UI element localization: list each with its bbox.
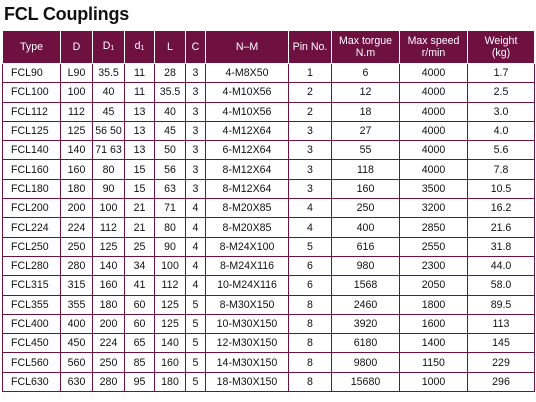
table-row	[3, 295, 535, 314]
cell-c: 5	[186, 353, 206, 372]
cell-c: 4	[186, 218, 206, 237]
cell-max-torque: 27	[332, 121, 400, 140]
header-small-d1: $d_1$	[125, 31, 155, 64]
cell-weight: 5.6	[468, 141, 535, 160]
page-title: FCL Couplings	[4, 4, 130, 24]
cell-weight: 3.0	[468, 102, 535, 121]
table-row	[3, 83, 535, 102]
cell-small-d1: 11	[125, 83, 155, 102]
cell-small-d1: 13	[125, 102, 155, 121]
table-row	[3, 353, 535, 372]
cell-max-speed: 4000	[400, 160, 468, 179]
cell-pin-no: 3	[289, 160, 332, 179]
cell-small-d1: 15	[125, 160, 155, 179]
cell-small-d1: 25	[125, 237, 155, 256]
cell-n-m: 4-M8X50	[206, 64, 289, 83]
cell-max-torque: 616	[332, 237, 400, 256]
header-max-speed: Max speed r/min	[400, 31, 468, 64]
cell-l: 140	[155, 334, 186, 353]
cell-max-speed: 4000	[400, 141, 468, 160]
cell-max-speed: 4000	[400, 102, 468, 121]
cell-c: 5	[186, 314, 206, 333]
cell-weight: 229	[468, 353, 535, 372]
header-weight: Weight (kg)	[468, 31, 535, 64]
cell-weight: 44.0	[468, 256, 535, 275]
cell-c: 3	[186, 102, 206, 121]
cell-max-speed: 3200	[400, 199, 468, 218]
cell-d: 160	[61, 160, 93, 179]
cell-pin-no: 8	[289, 353, 332, 372]
cell-small-d1: 11	[125, 64, 155, 83]
cell-c: 3	[186, 160, 206, 179]
cell-small-d1: 21	[125, 218, 155, 237]
cell-small-d1: 60	[125, 295, 155, 314]
header-row	[3, 31, 535, 64]
cell-n-m: 4-M12X64	[206, 121, 289, 140]
cell-pin-no: 8	[289, 295, 332, 314]
cell-weight: 1.7	[468, 64, 535, 83]
table-row	[3, 372, 535, 391]
cell-l: 180	[155, 372, 186, 391]
cell-max-torque: 18	[332, 102, 400, 121]
cell-weight: 145	[468, 334, 535, 353]
cell-d: 280	[61, 256, 93, 275]
cell-type: FCL630	[3, 372, 61, 391]
table-row	[3, 218, 535, 237]
cell-d1: 250	[93, 353, 125, 372]
cell-d: 140	[61, 141, 93, 160]
cell-d1: 71 63	[93, 141, 125, 160]
cell-max-torque: 6	[332, 64, 400, 83]
table-row	[3, 121, 535, 140]
cell-max-speed: 2300	[400, 256, 468, 275]
cell-max-torque: 55	[332, 141, 400, 160]
table-row	[3, 160, 535, 179]
cell-d: 400	[61, 314, 93, 333]
cell-weight: 4.0	[468, 121, 535, 140]
cell-pin-no: 6	[289, 276, 332, 295]
cell-d: L90	[61, 64, 93, 83]
cell-c: 3	[186, 179, 206, 198]
cell-c: 3	[186, 83, 206, 102]
cell-weight: 89.5	[468, 295, 535, 314]
cell-small-d1: 34	[125, 256, 155, 275]
cell-d1: 90	[93, 179, 125, 198]
cell-type: FCL140	[3, 141, 61, 160]
cell-small-d1: 85	[125, 353, 155, 372]
cell-max-speed: 4000	[400, 121, 468, 140]
cell-type: FCL112	[3, 102, 61, 121]
cell-l: 40	[155, 102, 186, 121]
cell-c: 3	[186, 64, 206, 83]
table-row	[3, 276, 535, 295]
cell-pin-no: 8	[289, 334, 332, 353]
cell-max-torque: 118	[332, 160, 400, 179]
cell-pin-no: 6	[289, 256, 332, 275]
table-row	[3, 179, 535, 198]
cell-type: FCL280	[3, 256, 61, 275]
header-d1: $D_1$	[93, 31, 125, 64]
cell-d1: 125	[93, 237, 125, 256]
header-c: C	[186, 31, 206, 64]
table-row	[3, 141, 535, 160]
cell-type: FCL315	[3, 276, 61, 295]
cell-type: FCL125	[3, 121, 61, 140]
cell-d: 224	[61, 218, 93, 237]
cell-type: FCL160	[3, 160, 61, 179]
header-n-m: N–M	[206, 31, 289, 64]
cell-l: 125	[155, 314, 186, 333]
cell-n-m: 6-M12X64	[206, 141, 289, 160]
cell-d1: 140	[93, 256, 125, 275]
cell-d1: 45	[93, 102, 125, 121]
cell-d1: 280	[93, 372, 125, 391]
header-max-torque: Max torgue N.m	[332, 31, 400, 64]
cell-d: 315	[61, 276, 93, 295]
cell-weight: 113	[468, 314, 535, 333]
header-l: L	[155, 31, 186, 64]
cell-n-m: 10-M24X116	[206, 276, 289, 295]
cell-type: FCL224	[3, 218, 61, 237]
cell-weight: 16.2	[468, 199, 535, 218]
cell-pin-no: 4	[289, 199, 332, 218]
cell-max-speed: 4000	[400, 64, 468, 83]
couplings-table	[2, 30, 535, 392]
cell-d: 100	[61, 83, 93, 102]
cell-c: 3	[186, 141, 206, 160]
table-row	[3, 256, 535, 275]
cell-weight: 10.5	[468, 179, 535, 198]
cell-n-m: 8-M12X64	[206, 179, 289, 198]
cell-max-torque: 1568	[332, 276, 400, 295]
cell-pin-no: 3	[289, 121, 332, 140]
cell-small-d1: 15	[125, 179, 155, 198]
header-pin-no: Pin No.	[289, 31, 332, 64]
cell-max-speed: 1150	[400, 353, 468, 372]
cell-small-d1: 21	[125, 199, 155, 218]
cell-n-m: 14-M30X150	[206, 353, 289, 372]
cell-max-torque: 980	[332, 256, 400, 275]
cell-n-m: 12-M30X150	[206, 334, 289, 353]
cell-c: 4	[186, 237, 206, 256]
cell-weight: 31.8	[468, 237, 535, 256]
couplings-table-container	[2, 30, 534, 392]
cell-d1: 200	[93, 314, 125, 333]
header-type: Type	[3, 31, 61, 64]
cell-pin-no: 8	[289, 372, 332, 391]
cell-max-torque: 400	[332, 218, 400, 237]
cell-pin-no: 1	[289, 64, 332, 83]
cell-max-torque: 160	[332, 179, 400, 198]
cell-l: 63	[155, 179, 186, 198]
cell-l: 50	[155, 141, 186, 160]
cell-n-m: 8-M24X116	[206, 256, 289, 275]
cell-c: 4	[186, 276, 206, 295]
cell-d: 180	[61, 179, 93, 198]
cell-max-speed: 1600	[400, 314, 468, 333]
cell-pin-no: 8	[289, 314, 332, 333]
cell-max-torque: 12	[332, 83, 400, 102]
table-row	[3, 314, 535, 333]
cell-c: 4	[186, 199, 206, 218]
table-row	[3, 102, 535, 121]
table-body	[3, 64, 535, 392]
cell-c: 3	[186, 121, 206, 140]
cell-type: FCL450	[3, 334, 61, 353]
cell-d1: 112	[93, 218, 125, 237]
cell-max-torque: 15680	[332, 372, 400, 391]
cell-max-speed: 2050	[400, 276, 468, 295]
cell-d1: 56 50	[93, 121, 125, 140]
cell-d: 355	[61, 295, 93, 314]
cell-c: 5	[186, 334, 206, 353]
cell-n-m: 18-M30X150	[206, 372, 289, 391]
cell-d: 630	[61, 372, 93, 391]
cell-weight: 296	[468, 372, 535, 391]
cell-d1: 180	[93, 295, 125, 314]
cell-max-speed: 2550	[400, 237, 468, 256]
cell-max-torque: 250	[332, 199, 400, 218]
cell-max-speed: 1000	[400, 372, 468, 391]
cell-pin-no: 5	[289, 237, 332, 256]
cell-n-m: 8-M20X85	[206, 199, 289, 218]
cell-weight: 2.5	[468, 83, 535, 102]
cell-type: FCL355	[3, 295, 61, 314]
cell-pin-no: 2	[289, 83, 332, 102]
cell-l: 56	[155, 160, 186, 179]
cell-l: 100	[155, 256, 186, 275]
cell-small-d1: 65	[125, 334, 155, 353]
cell-n-m: 4-M10X56	[206, 83, 289, 102]
cell-weight: 58.0	[468, 276, 535, 295]
cell-l: 45	[155, 121, 186, 140]
cell-d1: 35.5	[93, 64, 125, 83]
cell-d: 112	[61, 102, 93, 121]
cell-c: 5	[186, 295, 206, 314]
cell-pin-no: 3	[289, 179, 332, 198]
cell-pin-no: 2	[289, 102, 332, 121]
cell-type: FCL90	[3, 64, 61, 83]
cell-pin-no: 4	[289, 218, 332, 237]
cell-l: 80	[155, 218, 186, 237]
cell-n-m: 10-M30X150	[206, 314, 289, 333]
cell-l: 90	[155, 237, 186, 256]
cell-type: FCL180	[3, 179, 61, 198]
cell-max-torque: 2460	[332, 295, 400, 314]
cell-d: 450	[61, 334, 93, 353]
cell-max-speed: 1800	[400, 295, 468, 314]
cell-n-m: 8-M12X64	[206, 160, 289, 179]
cell-max-speed: 2850	[400, 218, 468, 237]
cell-n-m: 8-M30X150	[206, 295, 289, 314]
cell-type: FCL250	[3, 237, 61, 256]
cell-max-speed: 4000	[400, 83, 468, 102]
cell-l: 112	[155, 276, 186, 295]
cell-l: 125	[155, 295, 186, 314]
cell-d: 125	[61, 121, 93, 140]
cell-d1: 80	[93, 160, 125, 179]
cell-d: 200	[61, 199, 93, 218]
cell-weight: 21.6	[468, 218, 535, 237]
cell-l: 28	[155, 64, 186, 83]
cell-d1: 40	[93, 83, 125, 102]
cell-n-m: 8-M24X100	[206, 237, 289, 256]
cell-d1: 100	[93, 199, 125, 218]
cell-d: 250	[61, 237, 93, 256]
cell-d1: 160	[93, 276, 125, 295]
cell-c: 4	[186, 256, 206, 275]
table-row	[3, 64, 535, 83]
cell-l: 160	[155, 353, 186, 372]
cell-type: FCL100	[3, 83, 61, 102]
cell-d: 560	[61, 353, 93, 372]
cell-type: FCL560	[3, 353, 61, 372]
cell-max-torque: 3920	[332, 314, 400, 333]
cell-small-d1: 41	[125, 276, 155, 295]
table-row	[3, 199, 535, 218]
cell-n-m: 4-M10X56	[206, 102, 289, 121]
table-row	[3, 237, 535, 256]
cell-l: 35.5	[155, 83, 186, 102]
cell-max-speed: 3500	[400, 179, 468, 198]
cell-pin-no: 3	[289, 141, 332, 160]
cell-small-d1: 60	[125, 314, 155, 333]
cell-max-speed: 1400	[400, 334, 468, 353]
cell-weight: 7.8	[468, 160, 535, 179]
cell-type: FCL200	[3, 199, 61, 218]
cell-d1: 224	[93, 334, 125, 353]
cell-l: 71	[155, 199, 186, 218]
header-d: D	[61, 31, 93, 64]
cell-small-d1: 13	[125, 121, 155, 140]
cell-small-d1: 13	[125, 141, 155, 160]
table-row	[3, 334, 535, 353]
cell-max-torque: 9800	[332, 353, 400, 372]
cell-small-d1: 95	[125, 372, 155, 391]
cell-n-m: 8-M20X85	[206, 218, 289, 237]
cell-c: 5	[186, 372, 206, 391]
cell-max-torque: 6180	[332, 334, 400, 353]
cell-type: FCL400	[3, 314, 61, 333]
